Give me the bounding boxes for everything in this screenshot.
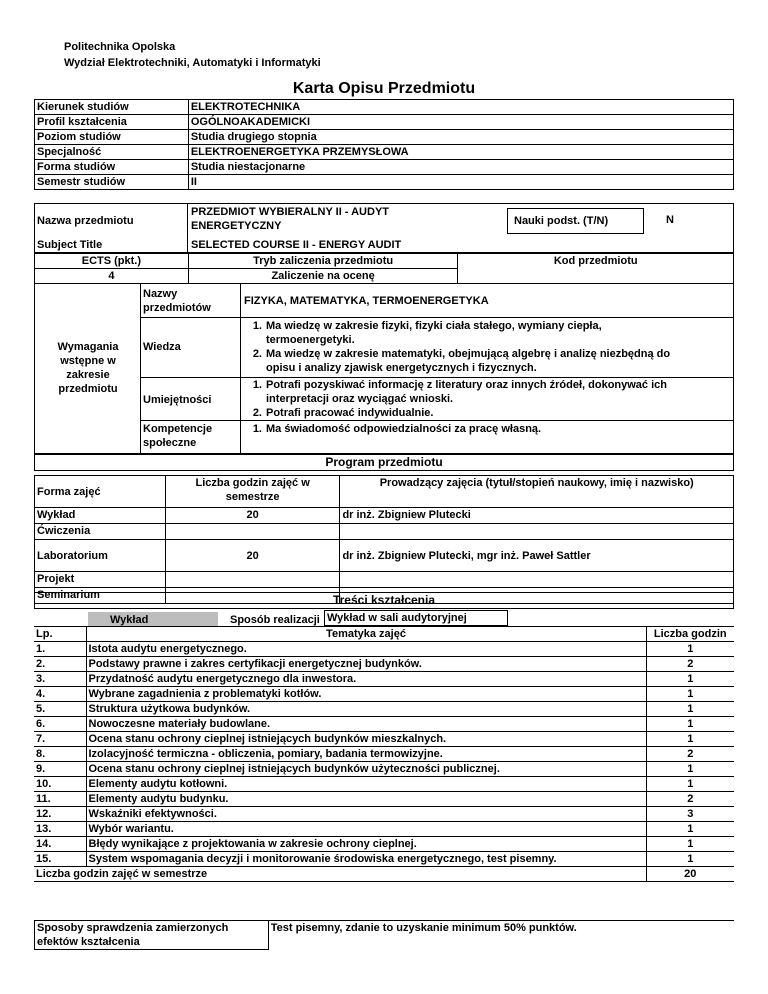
liczba-cell: 1: [646, 717, 734, 732]
wyklad-tab: [88, 612, 218, 627]
umiejetnosci-list: [244, 378, 684, 420]
info-label: Profil kształcenia: [35, 115, 189, 130]
tryb-value: Zaliczenie na ocenę: [188, 269, 458, 284]
table-row: [34, 642, 734, 657]
table-row: [34, 732, 734, 747]
table-row: [34, 657, 734, 672]
godzin-cell: [165, 524, 340, 540]
program-row: [35, 524, 734, 540]
col-liczba: Liczba godzin: [646, 627, 734, 642]
item-text: Ma wiedzę w zakresie matematyki, obejmującą algebrę i analizę niezbędną do opisu i analizy zjawisk energetycznych i fizycznych.: [266, 348, 671, 374]
program-table: [34, 475, 734, 604]
subject-title-value: SELECTED COURSE II - ENERGY AUDIT: [191, 239, 402, 251]
item-number: 2.: [252, 348, 262, 360]
liczba-cell: 1: [646, 687, 734, 702]
liczba-cell: 1: [646, 672, 734, 687]
kompetencje-label: Kompetencje społeczne: [143, 423, 213, 449]
table-row: [34, 822, 734, 837]
info-label: Forma studiów: [35, 160, 189, 175]
godzin-cell: 20: [165, 540, 340, 572]
item-number: 1.: [252, 423, 262, 435]
tematyka-cell: Elementy audytu budynku.: [86, 792, 646, 807]
nazwy-label: Nazwy przedmiotów: [143, 288, 211, 314]
table-row: [34, 717, 734, 732]
lp-cell: 14.: [34, 837, 86, 852]
ects-label: ECTS (pkt.): [35, 254, 189, 269]
divider: [140, 283, 141, 454]
item-text: Ma wiedzę w zakresie fizyki, fizyki ciała stałego, wymiany ciepła, termoenergetyki.: [266, 320, 602, 346]
info-value: OGÓLNOAKADEMICKI: [188, 115, 733, 130]
ects-table: [34, 253, 734, 284]
info-label: Semestr studiów: [35, 175, 189, 190]
liczba-cell: 3: [646, 807, 734, 822]
tematyka-cell: Istota audytu energetycznego.: [86, 642, 646, 657]
liczba-cell: 1: [646, 852, 734, 867]
lp-cell: 15.: [34, 852, 86, 867]
tematyka-cell: Błędy wynikające z projektowania w zakresie ochrony cieplnej.: [86, 837, 646, 852]
requirement-item: [244, 406, 684, 420]
info-row: [35, 145, 734, 160]
lp-cell: 3.: [34, 672, 86, 687]
divider: [140, 317, 734, 318]
info-row: [35, 100, 734, 115]
info-value: ELEKTROENERGETYKA PRZEMYSŁOWA: [188, 145, 733, 160]
sposob-label: Sposób realizacji: [230, 614, 320, 626]
sposoby-value: Test pisemny, zdanie to uzyskanie minimum 50% punktów.: [268, 921, 734, 950]
info-label: Specjalność: [35, 145, 189, 160]
kod-label: Kod przedmiotu: [458, 254, 734, 284]
liczba-cell: 1: [646, 732, 734, 747]
info-label: Poziom studiów: [35, 130, 189, 145]
program-row: [35, 572, 734, 588]
liczba-cell: 1: [646, 822, 734, 837]
prowadzacy-cell: dr inż. Zbigniew Plutecki, mgr inż. Paweł Sattler: [340, 540, 734, 572]
wiedza-label: Wiedza: [143, 341, 181, 353]
info-row: [35, 115, 734, 130]
table-row: [34, 687, 734, 702]
info-row: [35, 130, 734, 145]
tematyka-cell: Nowoczesne materiały budowlane.: [86, 717, 646, 732]
tematyka-cell: Ocena stanu ochrony cieplnej istniejących budynków użyteczności publicznej.: [86, 762, 646, 777]
requirement-item: [244, 319, 684, 347]
godzin-cell: 20: [165, 508, 340, 524]
requirement-item: [244, 347, 684, 375]
prowadzacy-cell: [340, 572, 734, 588]
tematyka-cell: Ocena stanu ochrony cieplnej istniejących budynków mieszkalnych.: [86, 732, 646, 747]
item-number: 1.: [252, 320, 262, 332]
lp-cell: 4.: [34, 687, 86, 702]
col-forma: Forma zajęć: [35, 476, 166, 508]
lp-cell: 8.: [34, 747, 86, 762]
forma-cell: Projekt: [35, 572, 166, 588]
tematyka-cell: Wybór wariantu.: [86, 822, 646, 837]
program-row: [35, 508, 734, 524]
info-row: [35, 175, 734, 190]
info-row: [35, 160, 734, 175]
requirement-item: [244, 378, 684, 406]
wiedza-list: [244, 319, 684, 375]
tematyka-cell: Izolacyjność termiczna - obliczenia, pomiary, badania termowizyjne.: [86, 747, 646, 762]
sposob-value: Wykład w sali audytoryjnej: [324, 610, 508, 626]
info-value: Studia niestacjonarne: [188, 160, 733, 175]
lp-cell: 1.: [34, 642, 86, 657]
liczba-cell: 1: [646, 642, 734, 657]
umiejetnosci-label: Umiejętności: [143, 394, 212, 406]
nazwy-value: FIZYKA, MATEMATYKA, TERMOENERGETYKA: [244, 295, 489, 307]
forma-cell: Wykład: [35, 508, 166, 524]
col-lp: Lp.: [34, 627, 86, 642]
wyklad-label: Wykład: [110, 614, 149, 626]
requirement-item: [244, 422, 684, 436]
table-row: [34, 792, 734, 807]
table-row: [34, 807, 734, 822]
lp-cell: 2.: [34, 657, 86, 672]
faculty-name: Wydział Elektrotechniki, Automatyki i Informatyki: [64, 57, 321, 69]
nauki-label: Nauki podst. (T/N): [507, 208, 644, 234]
table-row: [34, 852, 734, 867]
table-row: [34, 672, 734, 687]
table-row: [34, 777, 734, 792]
info-value: II: [188, 175, 733, 190]
page-title: Karta Opisu Przedmiotu: [292, 80, 476, 97]
tematyka-cell: Wybrane zagadnienia z problematyki kotłów.: [86, 687, 646, 702]
ects-value: 4: [35, 269, 189, 284]
prowadzacy-cell: dr inż. Zbigniew Plutecki: [340, 508, 734, 524]
total-label: Liczba godzin zajęć w semestrze: [34, 867, 646, 882]
table-row: [34, 762, 734, 777]
item-text: Potrafi pracować indywidualnie.: [266, 407, 434, 419]
program-title: Program przedmiotu: [34, 454, 734, 471]
lp-cell: 11.: [34, 792, 86, 807]
sposoby-table: [34, 920, 734, 950]
tryb-label: Tryb zaliczenia przedmiotu: [188, 254, 458, 269]
table-row: [34, 702, 734, 717]
study-info-table: [34, 99, 734, 190]
divider: [240, 283, 241, 454]
kompetencje-list: [244, 422, 684, 436]
tematyka-cell: Elementy audytu kotłowni.: [86, 777, 646, 792]
tematyka-table: [34, 626, 734, 882]
liczba-cell: 1: [646, 837, 734, 852]
program-row: [35, 540, 734, 572]
lp-cell: 7.: [34, 732, 86, 747]
prowadzacy-cell: [340, 524, 734, 540]
table-row: [34, 837, 734, 852]
godzin-cell: [165, 572, 340, 588]
table-row: [34, 747, 734, 762]
divider: [187, 203, 188, 253]
divider: [140, 420, 734, 421]
tresci-title: Treści kształcenia: [34, 592, 734, 609]
forma-cell: Laboratorium: [35, 540, 166, 572]
course-name-value: PRZEDMIOT WYBIERALNY II - AUDYT ENERGETYCZNY: [191, 206, 389, 232]
liczba-cell: 1: [646, 777, 734, 792]
info-value: Studia drugiego stopnia: [188, 130, 733, 145]
lp-cell: 12.: [34, 807, 86, 822]
tematyka-cell: Wskaźniki efektywności.: [86, 807, 646, 822]
tematyka-cell: System wspomagania decyzji i monitorowanie środowiska energetycznego, test pisemny.: [86, 852, 646, 867]
item-text: Ma świadomość odpowiedzialności za pracę własną.: [266, 423, 542, 435]
nauki-value: N: [666, 214, 674, 226]
forma-cell: Ćwiczenia: [35, 524, 166, 540]
liczba-cell: 2: [646, 657, 734, 672]
col-godzin: Liczba godzin zajęć w semestrze: [165, 476, 340, 508]
col-tematyka: Tematyka zajęć: [86, 627, 646, 642]
lp-cell: 10.: [34, 777, 86, 792]
tematyka-cell: Przydatność audytu energetycznego dla inwestora.: [86, 672, 646, 687]
col-prowadzacy: Prowadzący zajęcia (tytuł/stopień naukowy, imię i nazwisko): [340, 476, 734, 508]
info-label: Kierunek studiów: [35, 100, 189, 115]
lp-cell: 6.: [34, 717, 86, 732]
course-name-label: Nazwa przedmiotu: [37, 215, 134, 227]
liczba-cell: 1: [646, 762, 734, 777]
liczba-cell: 2: [646, 747, 734, 762]
forma-cell: Seminarium: [35, 588, 166, 604]
liczba-cell: 2: [646, 792, 734, 807]
item-number: 2.: [252, 407, 262, 419]
liczba-cell: 1: [646, 702, 734, 717]
tematyka-cell: Struktura użytkowa budynków.: [86, 702, 646, 717]
tematyka-cell: Podstawy prawne i zakres certyfikacji energetycznej budynków.: [86, 657, 646, 672]
item-text: Potrafi pozyskiwać informację z literatury oraz innych źródeł, dokonywać ich interpretacji oraz wyciągać wnioski.: [266, 379, 667, 405]
item-number: 1.: [252, 379, 262, 391]
university-name: Politechnika Opolska: [64, 41, 176, 53]
sposoby-label: Sposoby sprawdzenia zamierzonych efektów kształcenia: [35, 921, 269, 950]
info-value: ELEKTROTECHNIKA: [188, 100, 733, 115]
subject-title-label: Subject Title: [37, 239, 103, 251]
total-value: 20: [646, 867, 734, 882]
lp-cell: 13.: [34, 822, 86, 837]
lp-cell: 9.: [34, 762, 86, 777]
requirements-label: Wymagania wstępne w zakresie przedmiotu: [57, 341, 119, 395]
lp-cell: 5.: [34, 702, 86, 717]
